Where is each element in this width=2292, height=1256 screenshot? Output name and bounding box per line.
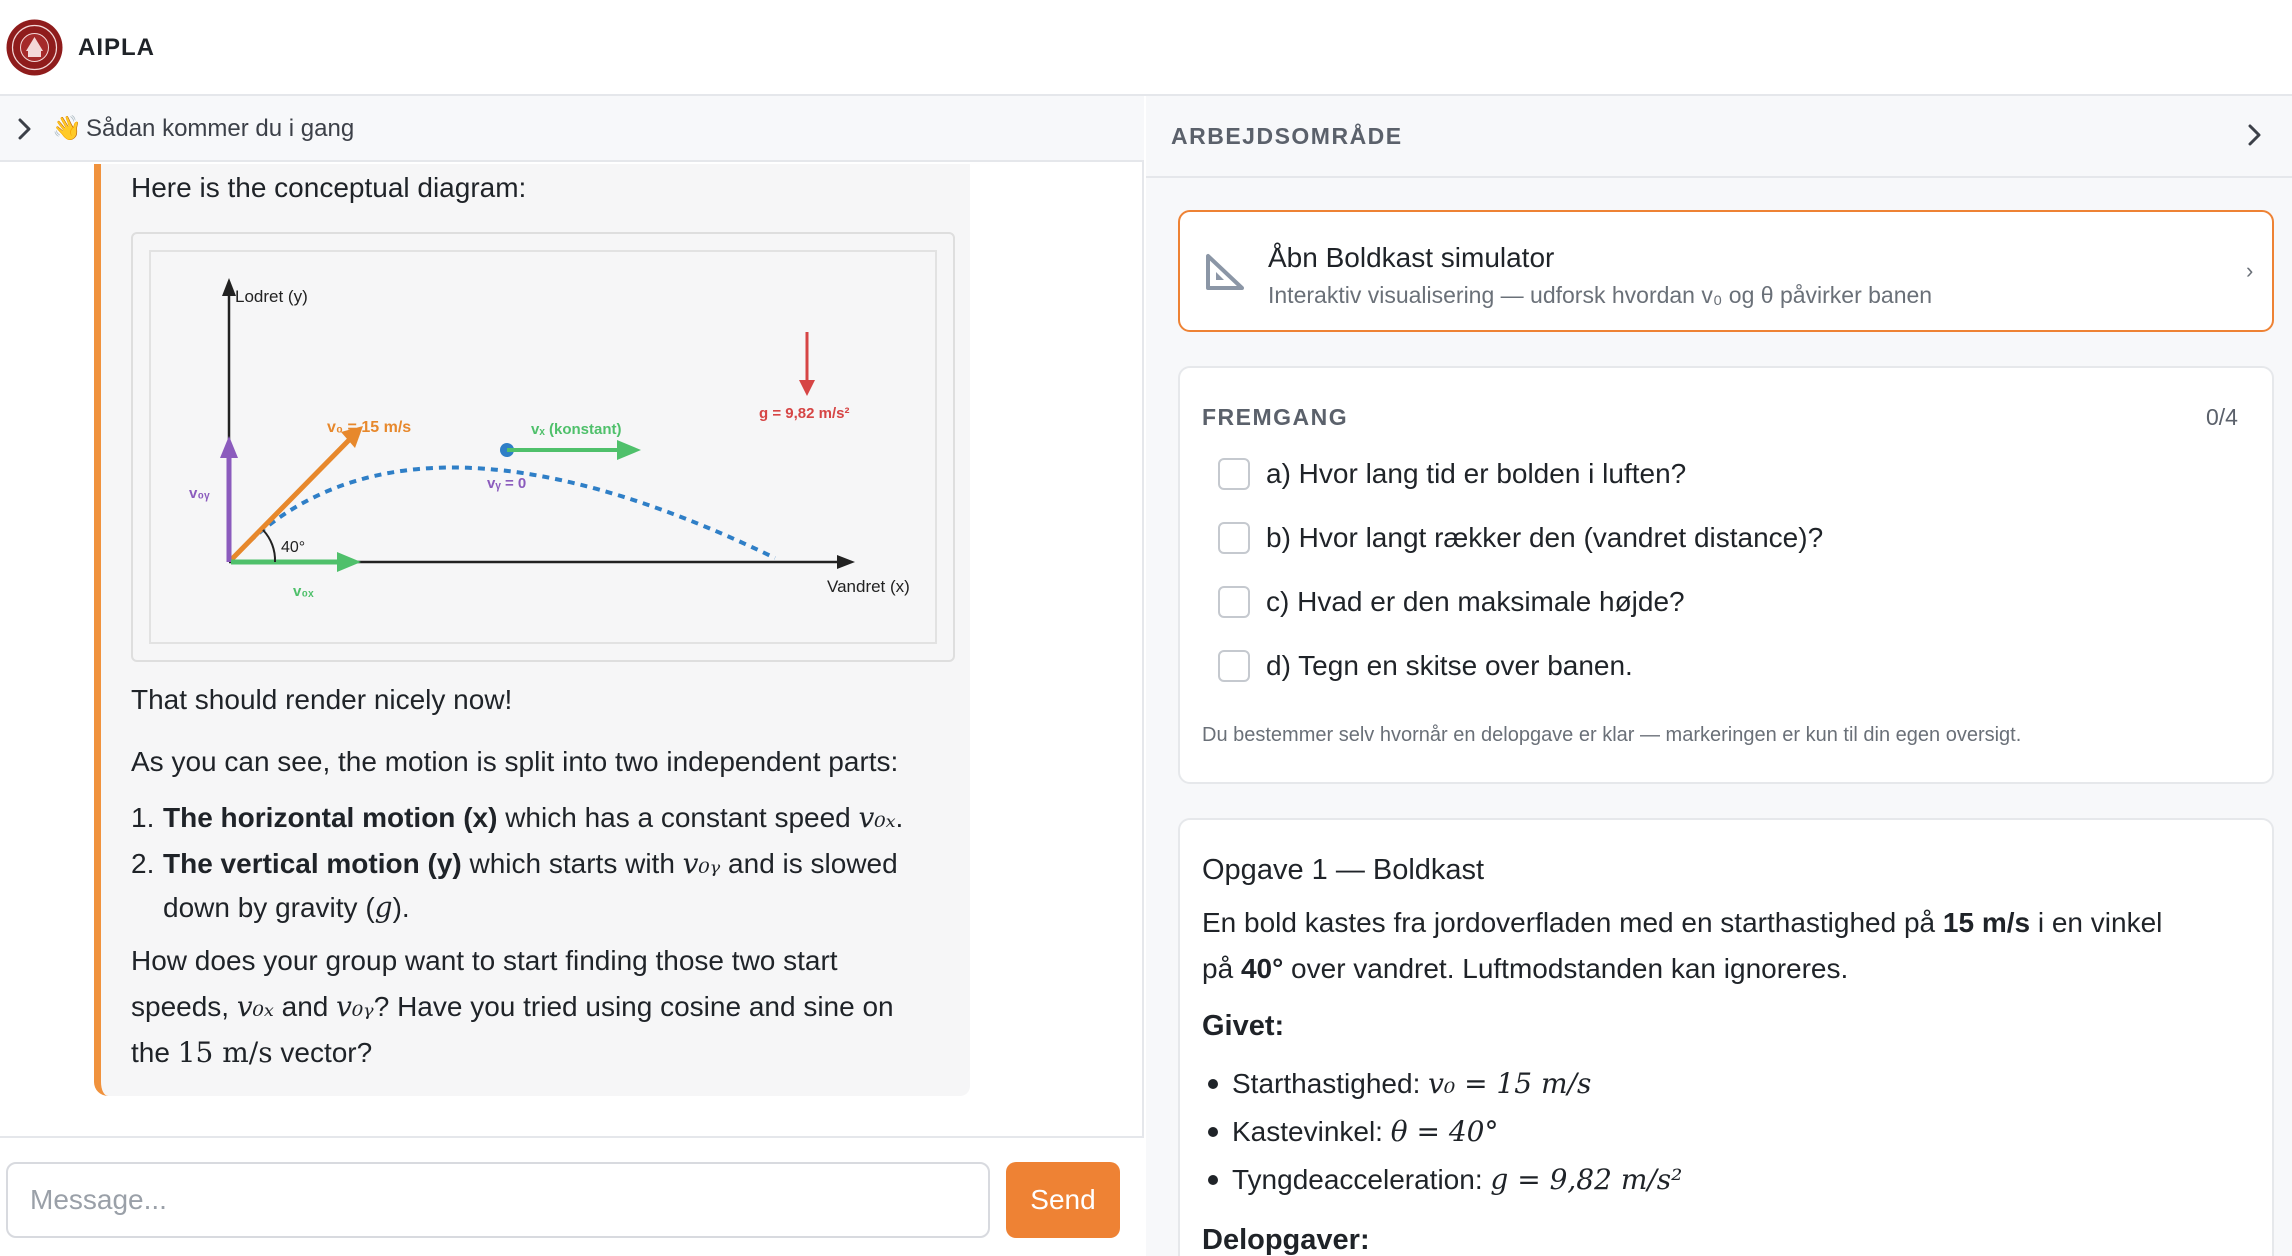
chat-history[interactable]: [0, 164, 1144, 1134]
top-bar: [0, 0, 2292, 96]
task-label: d) Tegn en skitse over banen.: [1266, 650, 1633, 681]
list-item: Starthastighed: v₀ = 15 m/s: [1202, 1060, 1682, 1108]
diagram-container: [131, 232, 955, 662]
chat-panel: [0, 96, 1144, 1256]
collapse-panel-chevron-icon[interactable]: [2244, 120, 2266, 150]
vox-arrowhead: [337, 552, 361, 572]
app-brand: AIPLA: [78, 34, 155, 61]
assignment-card: [1178, 818, 2274, 1256]
set-square-icon: [1204, 250, 1246, 292]
y-axis-arrowhead: [222, 278, 236, 296]
gravity-label: g = 9,82 m/s²: [759, 405, 850, 422]
progress-card: [1178, 366, 2274, 784]
chevron-right-icon: [14, 116, 36, 142]
task-checkbox[interactable]: [1218, 586, 1250, 618]
send-button[interactable]: Send: [1006, 1162, 1120, 1238]
workspace-header: [1146, 96, 2292, 178]
assignment-description: En bold kastes fra jordoverfladen med en starthastighed på 15 m/s i en vinkel på 40° over vandret. Luftmodstanden kan ignoreres.: [1202, 907, 2163, 984]
split-text: As you can see, the motion is split into two independent parts:: [131, 746, 899, 777]
subtasks-heading: Delopgaver:: [1202, 1224, 1370, 1256]
open-simulator-card[interactable]: [1178, 210, 2274, 332]
university-seal-logo[interactable]: [6, 19, 63, 76]
workspace-title: ARBEJDSOMRÅDE: [1171, 123, 1403, 149]
message-composer: [0, 1136, 1144, 1256]
progress-task-a[interactable]: [1218, 454, 1686, 494]
v0-label: v₀ = 15 m/s: [327, 419, 412, 436]
assignment-title: Opgave 1 — Boldkast: [1202, 854, 1485, 886]
y-axis-label: Lodret (y): [235, 287, 308, 306]
given-heading: Givet:: [1202, 1010, 1285, 1042]
message-input[interactable]: [6, 1162, 990, 1238]
angle-arc: [263, 530, 275, 562]
progress-task-d[interactable]: [1218, 646, 1633, 686]
workspace-panel: [1146, 96, 2292, 1256]
progress-task-c[interactable]: [1218, 582, 1685, 622]
task-checkbox[interactable]: [1218, 522, 1250, 554]
task-label: b) Hvor langt rækker den (vandret distance)?: [1266, 522, 1824, 553]
x-axis-label: Vandret (x): [827, 577, 910, 596]
vx-arrowhead: [617, 440, 641, 460]
list-item: 1. The horizontal motion (x) which has a constant speed v₀ₓ.: [131, 801, 904, 834]
vox-label: v₀ₓ: [293, 583, 314, 600]
voy-label: v₀ᵧ: [189, 485, 210, 502]
x-axis-arrowhead: [837, 555, 855, 569]
progress-count: 0/4: [2206, 404, 2238, 430]
simulator-title: Åbn Boldkast simulator: [1268, 242, 1555, 273]
getting-started-label: Sådan kommer du i gang: [86, 115, 355, 142]
task-label: a) Hvor lang tid er bolden i luften?: [1266, 458, 1687, 489]
getting-started-toggle[interactable]: [0, 96, 1144, 162]
projectile-diagram: [149, 250, 937, 644]
gravity-arrowhead: [799, 380, 815, 396]
message-intro: Here is the conceptual diagram:: [131, 172, 527, 203]
simulator-subtitle: Interaktiv visualisering — udforsk hvordan v₀ og θ påvirker banen: [1268, 282, 1933, 308]
follow-up-question: How does your group want to start finding those two start speeds, v₀ₓ and v₀ᵧ? Have you tried using cosine and sine on the 15 m/s vector?: [131, 945, 894, 1069]
assistant-message: [94, 164, 970, 1096]
motion-list: [131, 796, 951, 930]
list-item: Tyngdeacceleration: g = 9,82 m/s²: [1202, 1156, 1682, 1204]
render-note: That should render nicely now!: [131, 684, 513, 715]
angle-label: 40°: [281, 539, 306, 556]
progress-note: Du bestemmer selv hvornår en delopgave er klar — markeringen er kun til din egen oversigt.: [1202, 724, 2022, 746]
task-label: c) Hvad er den maksimale højde?: [1266, 586, 1685, 617]
wave-emoji-icon: 👋: [52, 115, 82, 142]
given-list: [1202, 1060, 1682, 1204]
task-checkbox[interactable]: [1218, 650, 1250, 682]
list-item: Kastevinkel: θ = 40°: [1202, 1108, 1682, 1156]
progress-title: FREMGANG: [1202, 404, 1349, 430]
vy-zero-label: vᵧ = 0: [487, 475, 527, 492]
task-checkbox[interactable]: [1218, 458, 1250, 490]
list-item: 2. The vertical motion (y) which starts with v₀ᵧ and is slowed down by gravity (g).: [131, 847, 898, 924]
progress-task-b[interactable]: [1218, 518, 1823, 558]
chevron-right-icon: ›: [2246, 258, 2254, 283]
projectile-diagram-svg: [151, 252, 939, 646]
vx-label: vₓ (konstant): [531, 421, 622, 438]
voy-arrowhead: [220, 436, 238, 458]
